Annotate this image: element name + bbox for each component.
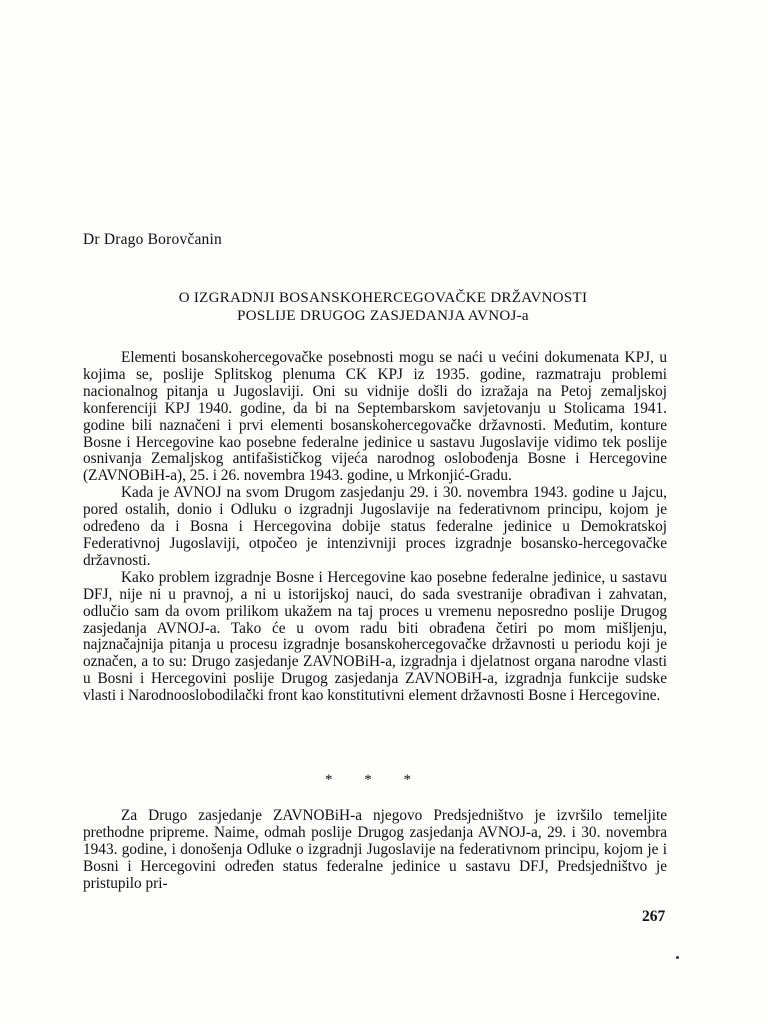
author-name: Dr Drago Borovčanin	[83, 231, 222, 248]
paragraph-1: Elementi bosanskohercegovačke posebnosti mogu se naći u većini dokumenata KPJ, u kojima se, poslije Splitskog plenuma CK KPJ iz 1935. godine, razmatraju problemi nacionalnog pitanja u Jugoslaviji. Oni su vidnije došli do izražaja na Petoj zemaljskoj konferenciji KPJ 1940. godine, da bi na Septembarskom savjetovanju u Stolicama 1941. godine bili naznačeni i prvi elementi bosanskohercegovačke državnosti. Međutim, konture Bosne i Hercegovine kao posebne federalne jedinice u sastavu Jugoslavije vidimo tek poslije osnivanja Zemaljskog antifašističkog vijeća narodnog oslobođenja Bosne i Hercegovine (ZAVNOBiH-a), 25. i 26. novembra 1943. godine, u Mrkonjić-Gradu.	[83, 349, 667, 485]
title-line-2: POSLIJE DRUGOG ZASJEDANJA AVNOJ-a	[237, 308, 529, 324]
article-body	[83, 350, 667, 705]
article-title	[83, 289, 683, 325]
title-line-1: O IZGRADNJI BOSANSKOHERCEGOVAČKE DRŽAVNOSTI	[178, 290, 588, 306]
page-number: 267	[642, 908, 666, 925]
paragraph-3: Kako problem izgradnje Bosne i Hercegovine kao posebne federalne jedinice, u sastavu DFJ, nije ni u pravnoj, a ni u istorijskoj nauci, do sada svestranije obrađivan i zahvatan, odlučio sam da ovom prilikom ukažem na taj proces u vremenu neposredno poslije Drugog zasjedanja AVNOJ-a. Tako će u ovom radu biti obrađena četiri po mom mišljenju, najznačajnija pitanja u procesu izgradnje bosanskohercegovačke državnosti u periodu koji je označen, a to su: Drugo zasjedanje ZAVNOBiH-a, izgradnja i djelatnost organa narodne vlasti u Bosni i Hercegovini poslije Drugog zasjedanja ZAVNOBiH-a, izgradnja funkcije sudske vlasti i Narodnooslobodilački front kao konstitutivni element državnosti Bosne i Hercegovine.	[83, 568, 667, 705]
article-body-continued	[83, 808, 667, 893]
scan-speck	[676, 956, 679, 959]
paragraph-4: Za Drugo zasjedanje ZAVNOBiH-a njegovo Predsjedništvo je izvršilo temeljite prethodne pripreme. Naime, odmah poslije Drugog zasjedanja AVNOJ-a, 29. i 30. novembra 1943. godine, i donošenja Odluke o izgradnji Jugoslavije na federativnom principu, kojom je i Bosni i Hercegovini određen status federalne jedinice u sastavu DFJ, Predsjedništvo je pristupilo pri-	[83, 807, 667, 892]
section-separator: * * *	[325, 772, 425, 788]
paragraph-2: Kada je AVNOJ na svom Drugom zasjedanju 29. i 30. novembra 1943. godine u Jajcu, pored ostalih, donio i Odluku o izgradnji Jugoslavije na federativnom principu, kojom je određeno da i Bosna i Hercegovina dobije status federalne jedinice u Demokratskoj Federativnoj Jugoslaviji, otpočeo je intenzivniji proces izgradnje bosansko-hercegovačke državnosti.	[83, 484, 667, 569]
